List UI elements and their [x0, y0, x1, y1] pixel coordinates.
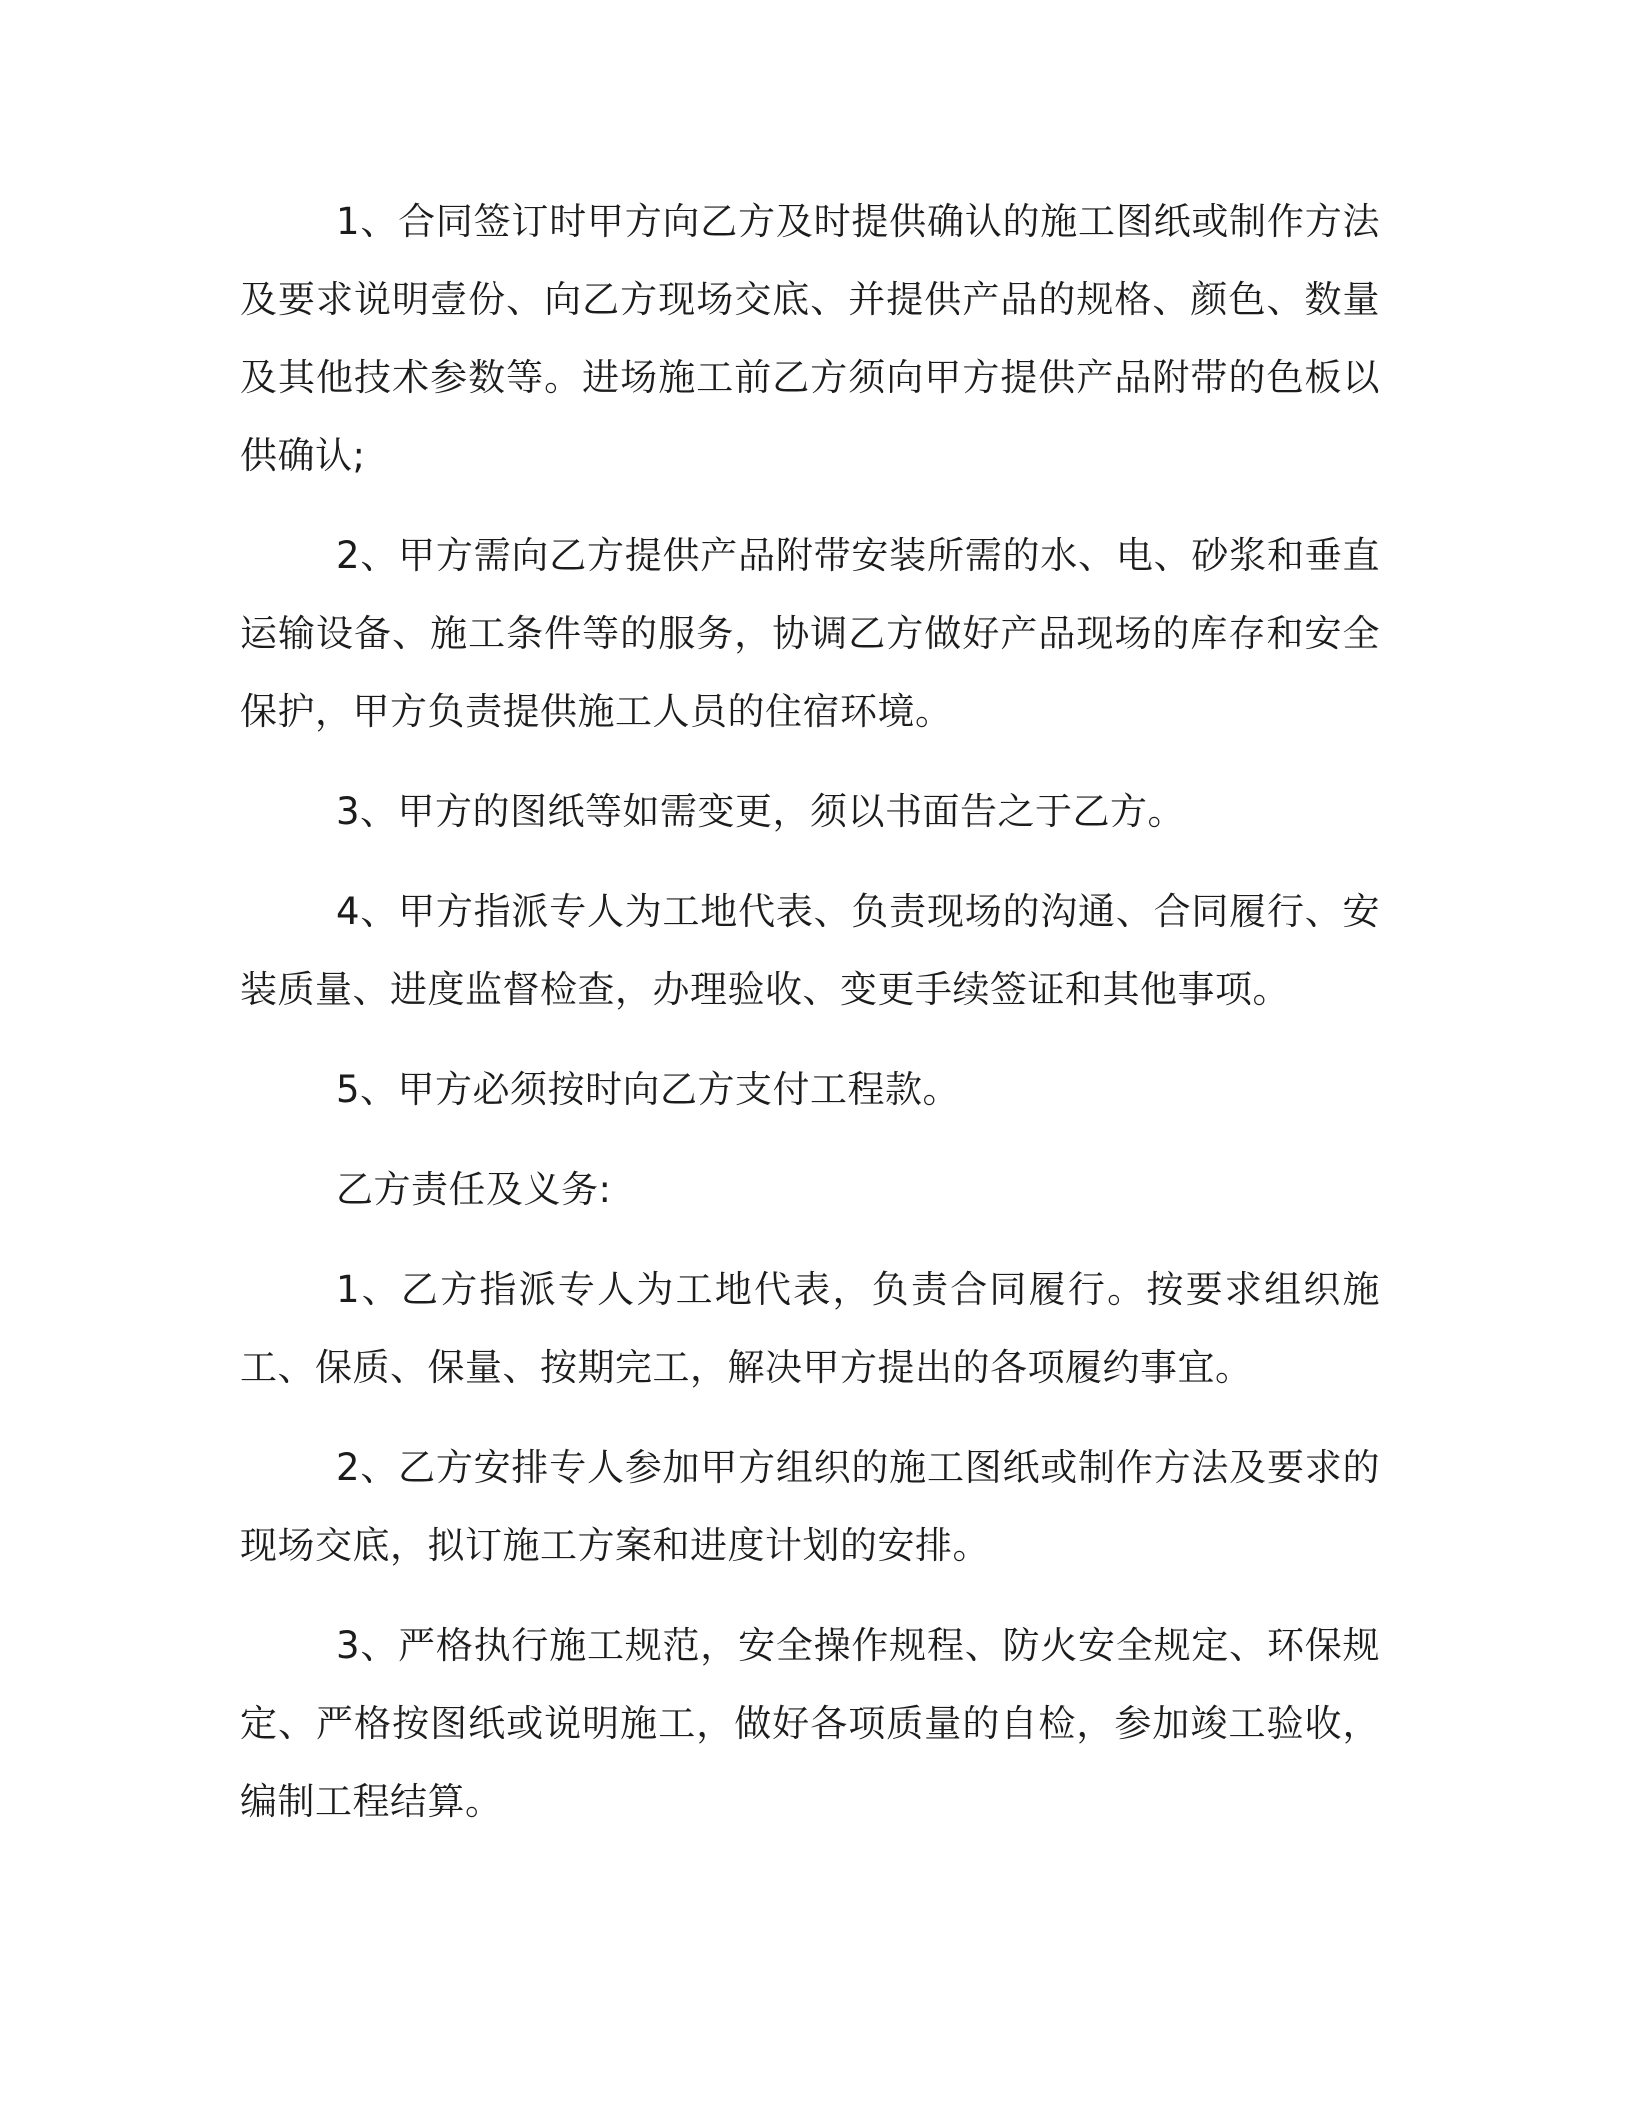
paragraph-party-b-duty-2: 2、乙方安排专人参加甲方组织的施工图纸或制作方法及要求的现场交底，拟订施工方案和进度计划的安排。 [240, 1446, 1380, 1567]
paragraph-party-a-duty-1: 1、合同签订时甲方向乙方及时提供确认的施工图纸或制作方法及要求说明壹份、向乙方现场交底、并提供产品的规格、颜色、数量及其他技术参数等。进场施工前乙方须向甲方提供产品附带的色板以供确认; [240, 200, 1380, 477]
section-heading-party-b: 乙方责任及义务: [336, 1168, 612, 1211]
paragraph-party-b-duty-1: 1、乙方指派专人为工地代表，负责合同履行。按要求组织施工、保质、保量、按期完工，解决甲方提出的各项履约事宜。 [240, 1268, 1380, 1389]
paragraph-party-a-duty-2: 2、甲方需向乙方提供产品附带安装所需的水、电、砂浆和垂直运输设备、施工条件等的服务，协调乙方做好产品现场的库存和安全保护，甲方负责提供施工人员的住宿环境。 [240, 534, 1380, 733]
paragraph-party-b-duty-3: 3、严格执行施工规范，安全操作规程、防火安全规定、环保规定、严格按图纸或说明施工，做好各项质量的自检，参加竣工验收，编制工程结算。 [240, 1624, 1380, 1823]
document-body [240, 183, 1380, 1863]
paragraph-party-a-duty-3: 3、甲方的图纸等如需变更，须以书面告之于乙方。 [336, 790, 1186, 833]
paragraph-party-a-duty-5: 5、甲方必须按时向乙方支付工程款。 [336, 1068, 961, 1111]
paragraph-party-a-duty-4: 4、甲方指派专人为工地代表、负责现场的沟通、合同履行、安装质量、进度监督检查，办理验收、变更手续签证和其他事项。 [240, 890, 1380, 1011]
